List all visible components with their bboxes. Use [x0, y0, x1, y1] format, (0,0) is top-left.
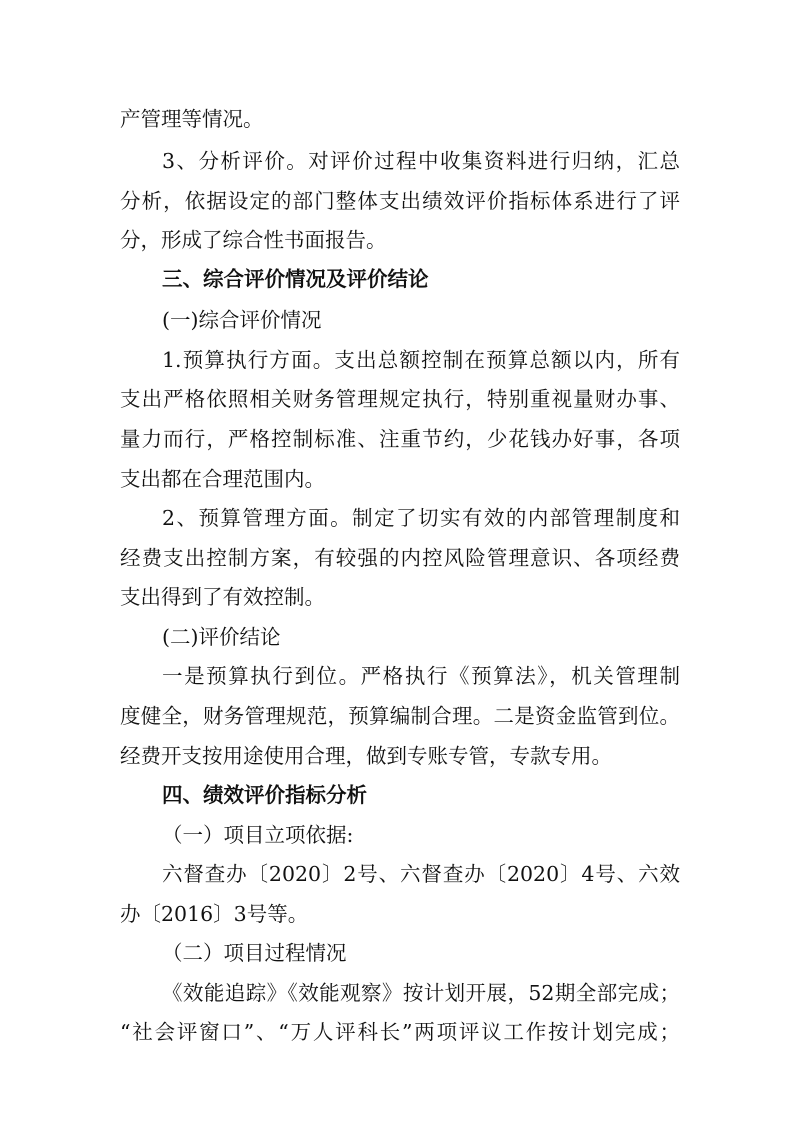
paragraph-line: 支出得到了有效控制。	[120, 585, 325, 609]
paragraph-line: “社会评窗口”、“万人评科长”两项评议工作按计划完成；	[120, 1020, 680, 1044]
paragraph-line: 度健全，财务管理规范，预算编制合理。二是资金监管到位。	[120, 704, 680, 728]
paragraph-line: 分析，依据设定的部门整体支出绩效评价指标体系进行了评	[120, 189, 680, 213]
paragraph-line: 3、分析评价。对评价过程中收集资料进行归纳，汇总	[162, 149, 680, 173]
paragraph-line: 2、预算管理方面。制定了切实有效的内部管理制度和	[162, 506, 680, 530]
paragraph-line: 《效能追踪》《效能观察》按计划开展，52期全部完成；	[162, 981, 680, 1005]
subsection-heading: (一)综合评价情况	[162, 308, 322, 332]
paragraph-line: 支出都在合理范围内。	[120, 467, 325, 491]
paragraph-line: 分，形成了综合性书面报告。	[120, 228, 387, 252]
paragraph-line: 产管理等情况。	[120, 107, 264, 131]
subsection-heading: （一）项目立项依据:	[162, 823, 354, 847]
paragraph-line: 办〔2016〕3号等。	[120, 902, 309, 926]
subsection-heading: （二）项目过程情况	[162, 941, 347, 965]
paragraph-line: 1.预算执行方面。支出总额控制在预算总额以内，所有	[162, 348, 680, 372]
paragraph-line: 一是预算执行到位。严格执行《预算法》，机关管理制	[162, 664, 680, 688]
paragraph-line: 量力而行，严格控制标准、注重节约，少花钱办好事，各项	[120, 427, 680, 451]
paragraph-line: 支出严格依照相关财务管理规定执行，特别重视量财办事、	[120, 387, 680, 411]
section-heading: 四、绩效评价指标分析	[162, 783, 367, 807]
paragraph-line: 经费开支按用途使用合理，做到专账专管，专款专用。	[120, 744, 612, 768]
section-heading: 三、综合评价情况及评价结论	[162, 267, 429, 291]
paragraph-line: 六督查办〔2020〕2号、六督查办〔2020〕4号、六效	[162, 862, 680, 886]
subsection-heading: (二)评价结论	[162, 625, 281, 649]
paragraph-line: 经费支出控制方案，有较强的内控风险管理意识、各项经费	[120, 546, 680, 570]
